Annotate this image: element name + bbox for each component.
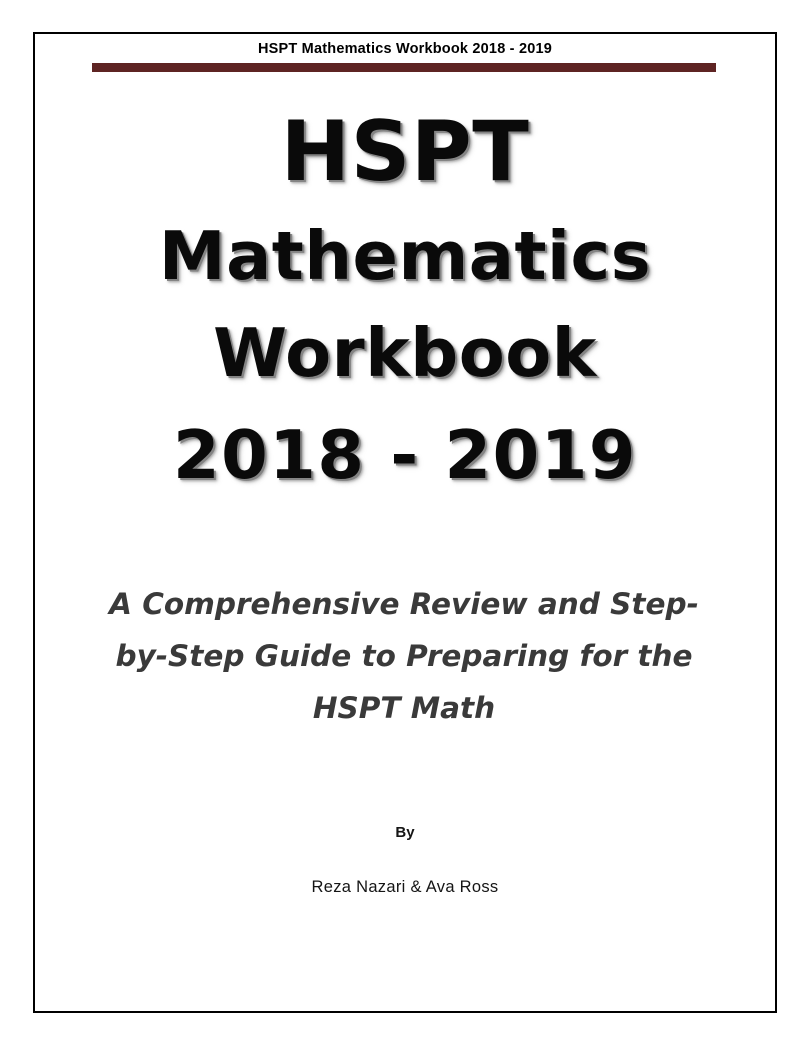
cover-subtitle: A Comprehensive Review and Step-by-Step Guide to Preparing for the HSPT Math bbox=[109, 587, 699, 725]
title-line-1: HSPT bbox=[280, 103, 530, 200]
cover-title-block bbox=[60, 92, 750, 494]
byline-label: By bbox=[395, 824, 415, 841]
title-line-2: Mathematics bbox=[158, 217, 652, 295]
title-line-3: Workbook bbox=[213, 314, 597, 392]
header-accent-rule bbox=[92, 63, 716, 72]
running-header: HSPT Mathematics Workbook 2018 - 2019 bbox=[257, 41, 552, 57]
author-names: Reza Nazari & Ava Ross bbox=[311, 878, 499, 896]
title-line-4: 2018 - 2019 bbox=[173, 416, 637, 494]
